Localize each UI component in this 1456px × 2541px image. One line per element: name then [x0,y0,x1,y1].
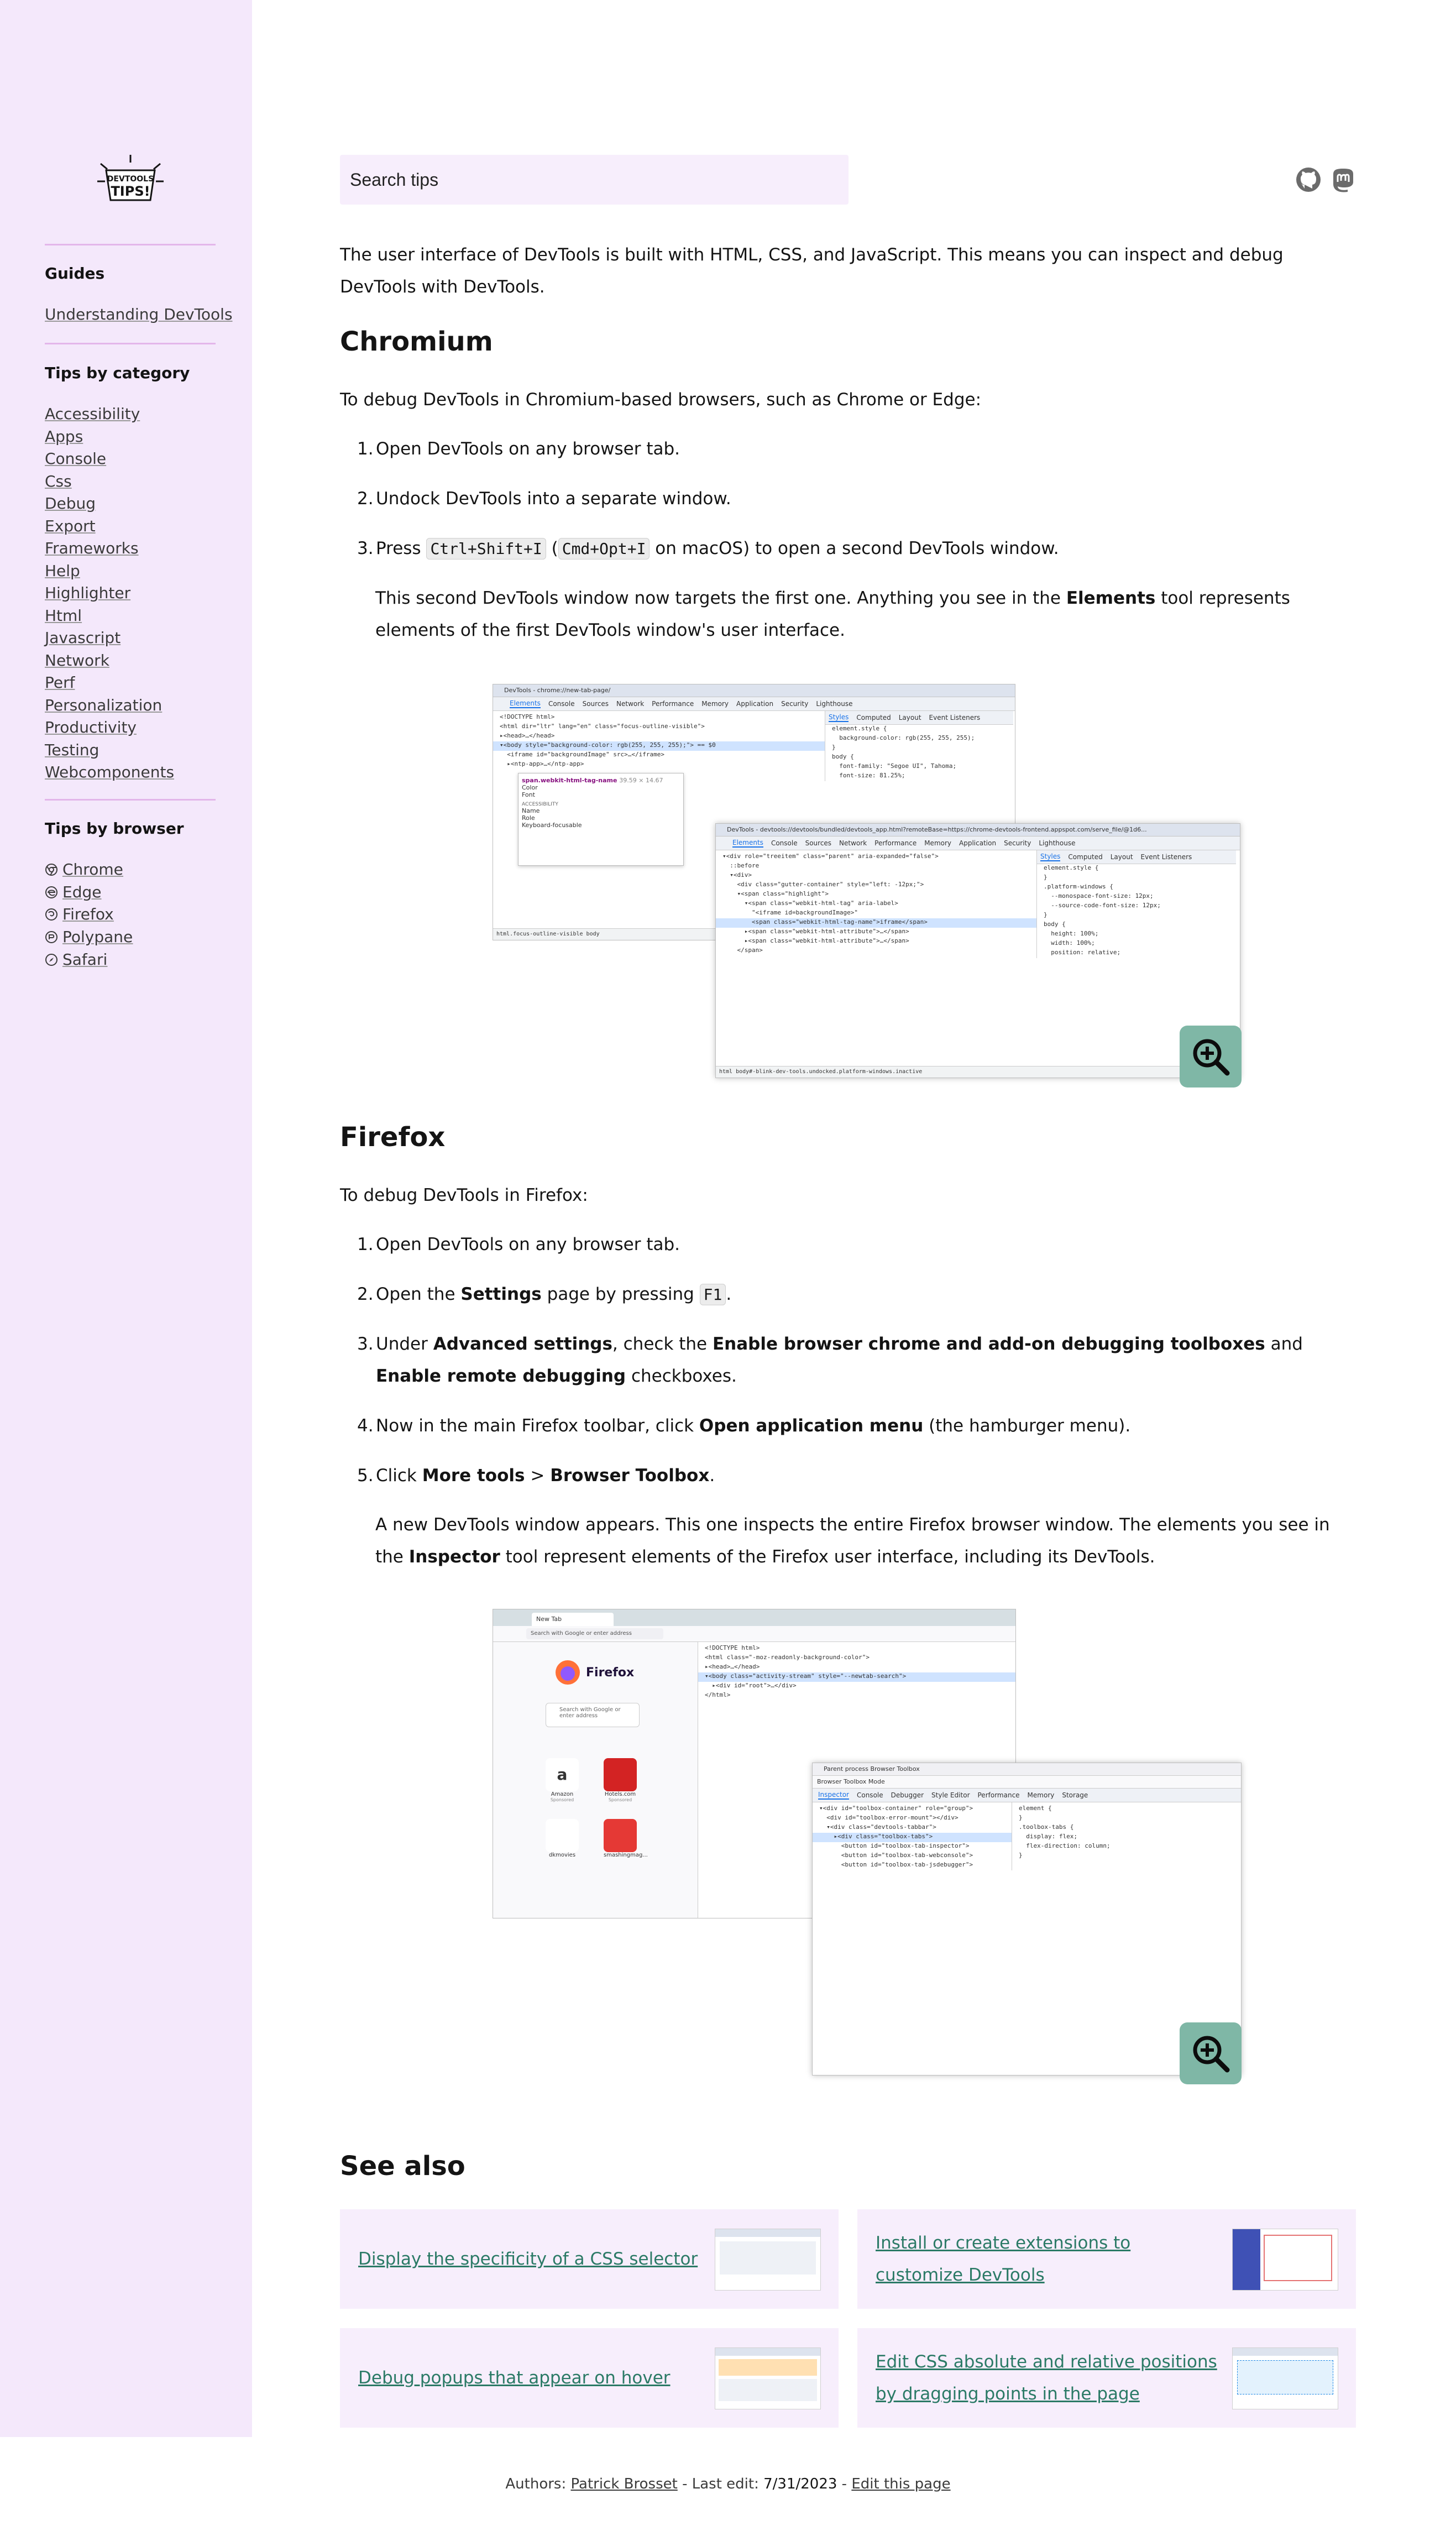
see-also-link[interactable]: Display the specificity of a CSS selector [358,2249,698,2269]
devtools-tab[interactable]: Application [959,839,997,847]
devtools-tab[interactable]: Elements [510,699,541,707]
sidebar-link-label: Safari [62,950,108,969]
svg-text:DEVTOOLS: DEVTOOLS [107,175,154,184]
see-also-link[interactable]: Debug popups that appear on hover [358,2368,671,2388]
sidebar-link-export[interactable]: Export [45,516,96,535]
sidebar-link-webcomponents[interactable]: Webcomponents [45,763,175,781]
firefox-browser-screenshot: New Tab Search with Google or enter address Firefox Search with Google or enter address a Amazon Sponsored Hotels.com Sponsored dkmovies smashingmag... <!DOCTYPE html> <html class="-moz-readonly-background-color"> ▸<head>…</head> ▾<body class="activity-stream" style="--newtab-search"> ▸<div id="root">…</div> </html> [493,1609,1016,1918]
firefox-browser-toolbox-screenshot: Parent process Browser Toolbox Browser Toolbox Mode Inspector Console Debugger Style Editor Performance Memory Storage ▾<div id="toolbox-container" role="group"> <div id="toolbox-error-mount"></div> ▾<div class="devtools-tabbar"> ▸<div class="toolbox-tabs"> <button id="toolbox-tab-inspector"> <button id="toolbox-tab-webconsole"> <button id="toolbox-tab-jsdebugger"> element { } .toolbox-tabs { display: flex; flex-direction: column; } [812,1763,1242,2075]
devtools-tab[interactable]: Performance [874,839,917,847]
sidebar-link-label: Polypane [62,928,133,946]
sidebar-link-polypane[interactable] [45,928,133,946]
category-heading: Tips by category [45,364,190,382]
sidebar-link-edge[interactable] [45,883,101,901]
see-also-link[interactable]: Install or create extensions to customize DevTools [876,2233,1131,2285]
edge-icon [45,886,58,899]
list-item: 5. Click More tools > Browser Toolbox. [357,1466,715,1486]
devtools-tab[interactable]: Layout [898,714,921,721]
list-item: 4. Now in the main Firefox toolbar, click Open application menu (the hamburger menu). [357,1416,1131,1436]
zoom-button[interactable] [1180,2022,1242,2084]
intro-paragraph: The user interface of DevTools is built with HTML, CSS, and JavaScript. This means you can inspect and debug DevTools with DevTools. [340,245,1284,297]
browser-tab: New Tab [532,1613,614,1626]
search-input[interactable] [340,155,849,205]
devtools-tab[interactable]: Console [856,1791,883,1799]
heading-see-also: See also [340,2151,465,2182]
sidebar-link-accessibility[interactable]: Accessibility [45,405,140,423]
card-thumbnail [715,2229,821,2291]
sidebar-link-label: Chrome [62,860,123,879]
devtools-tab[interactable]: Event Listeners [1140,853,1192,861]
devtools-tips-logo[interactable] [95,154,166,209]
guides-heading: Guides [45,264,105,283]
list-item: 1. Open DevTools on any browser tab. [357,439,680,459]
devtools-tab[interactable]: Memory [701,700,729,708]
toolbox-tabs [813,1789,1241,1802]
devtools-tabs [716,836,1240,850]
see-also-link[interactable]: Edit CSS absolute and relative positions by dragging points in the page [876,2352,1217,2404]
chrome-devtools-screenshot-1: DevTools - chrome://new-tab-page/ Elements Console Sources Network Performance Memory Application Security Lighthouse <!DOCTYPE html> <html dir="ltr" lang="en" class="focus-outline-visible"> ▸<head>…</head> ▾<body style="background-color: rgb(255, 255, 255);"> == $0 <iframe id="backgroundImage" src>…</iframe> ▸<ntp-app>…</ntp-app> Styles Computed Layout Event Listeners element.style { background-color: rgb(255, 255, 255); } body { font-family: "Segoe UI", Tahoma; font-size: 81.25%; span.webkit-html-tag-name 39.59 × 14.67 Color Font ACCESSIBILITY Name Role Keyboard-focusable html.focus-outline-visible body [493,684,1015,940]
sidebar-divider [45,799,216,801]
shortcut-key: Cmd+Opt+I [558,538,650,560]
sidebar-divider [45,343,216,344]
devtools-tab[interactable]: Network [839,839,867,847]
github-icon[interactable] [1295,166,1322,193]
sidebar-link-css[interactable]: Css [45,472,72,490]
author-link[interactable]: Patrick Brosset [570,2476,678,2492]
devtools-tab[interactable]: Memory [924,839,952,847]
shortcut-key: F1 [700,1284,726,1305]
sidebar-link-chrome[interactable] [45,860,123,879]
new-tab-search: Search with Google or enter address [546,1703,640,1727]
firefox-lead: To debug DevTools in Firefox: [340,1185,588,1205]
inspect-tooltip: span.webkit-html-tag-name 39.59 × 14.67 Color Font ACCESSIBILITY Name Role Keyboard-focusable [518,773,684,866]
sidebar-link-label: Firefox [62,905,114,923]
edit-page-link[interactable]: Edit this page [851,2476,951,2492]
chrome-icon [45,863,58,876]
devtools-tab[interactable]: Debugger [891,1791,924,1799]
sidebar-divider [45,244,216,245]
mastodon-icon[interactable] [1330,166,1357,193]
sidebar-link-javascript[interactable]: Javascript [45,629,121,647]
devtools-tab[interactable]: Styles [829,713,849,721]
zoom-in-icon [1188,2031,1233,2075]
page-footer: Authors: Patrick Brosset - Last edit: 7/31/2023 - Edit this page [505,2476,951,2492]
devtools-tab[interactable]: Memory [1027,1791,1055,1799]
devtools-tab[interactable]: Lighthouse [1039,839,1076,847]
list-item: 3. Press Ctrl+Shift+I ( Cmd+Opt+I on macOS) to open a second DevTools window. [357,538,1059,558]
heading-chromium: Chromium [340,326,493,357]
devtools-tab[interactable]: Security [781,700,809,708]
sidebar-link-apps[interactable]: Apps [45,427,83,446]
devtools-tab[interactable]: Console [771,839,798,847]
devtools-tab[interactable]: Event Listeners [929,714,981,721]
window-title: Parent process Browser Toolbox [813,1763,1241,1776]
sidebar-link-personalization[interactable]: Personalization [45,696,163,714]
url-bar: Search with Google or enter address [526,1628,663,1639]
devtools-tab[interactable]: Network [616,700,645,708]
card-thumbnail [715,2347,821,2409]
sidebar-link-firefox[interactable] [45,905,114,923]
devtools-tab[interactable]: Elements [732,839,763,846]
breadcrumb: html.focus-outline-visible body [493,928,1015,940]
devtools-tab[interactable]: Console [548,700,575,708]
chromium-lead: To debug DevTools in Chromium-based browsers, such as Chrome or Edge: [340,390,982,410]
devtools-tab[interactable]: Style Editor [931,1791,970,1799]
firefox-icon [45,908,58,921]
devtools-tabs [493,697,1015,711]
see-also-card[interactable] [340,2209,839,2309]
devtools-tab[interactable]: Security [1004,839,1031,847]
sidebar-link-label: Edge [62,883,102,901]
devtools-tab[interactable]: Performance [652,700,694,708]
window-title: DevTools - devtools://devtools/bundled/devtools_app.html?remoteBase=https://chrome-devtools-frontend.appspot.com/serve_file/@1d6... [716,824,1240,836]
sidebar-link-html[interactable]: Html [45,606,82,625]
heading-firefox: Firefox [340,1122,446,1153]
card-thumbnail [1232,2229,1338,2291]
devtools-tab[interactable]: Layout [1110,853,1133,861]
sidebar [0,0,252,2437]
sidebar-link-testing[interactable]: Testing [45,740,99,759]
devtools-tab[interactable]: Application [736,700,774,708]
last-edit-date: 7/31/2023 [763,2476,837,2492]
sidebar-link-help[interactable]: Help [45,561,80,580]
firefox-note: A new DevTools window appears. This one inspects the entire Firefox browser window. The elements you see in the Inspector tool represent elements of the Firefox user interface, including its DevTools. [375,1515,1330,1567]
chromium-note: This second DevTools window now targets the first one. Anything you see in the Elements tool represents elements of the first DevTools window's user interface. [375,588,1290,640]
devtools-tab[interactable]: Sources [805,839,832,847]
devtools-tab[interactable]: Performance [977,1791,1020,1799]
window-title: DevTools - chrome://new-tab-page/ [493,684,1015,697]
list-item: 3. Under Advanced settings, check the Enable browser chrome and add-on debugging toolboxes and Enable remote debugging checkboxes. [357,1334,1303,1386]
devtools-tab[interactable]: Sources [582,700,609,708]
devtools-tab[interactable]: Lighthouse [816,700,853,708]
list-item: 2. Open the Settings page by pressing F1 . [357,1284,732,1304]
safari-icon [45,953,58,966]
chrome-devtools-screenshot-2: DevTools - devtools://devtools/bundled/devtools_app.html?remoteBase=https://chrome-devtools-frontend.appspot.com/serve_file/@1d6... Elements Console Sources Network Performance Memory Application Security Lighthouse ▾<div role="treeitem" class="parent" aria-expanded="false"> ::before ▾<div> <div class="gutter-container" style="left: -12px;"> ▾<span class="highlight"> ▾<span class="webkit-html-tag" aria-label> "<iframe id=backgroundImage>" <span class="webkit-html-tag-name">iframe</span> ▸<span class="webkit-html-attribute">…</span> ▸<span class="webkit-html-attribute">…</span> </span> Styles Computed Layout Event Listeners element.style { } .platform-windows { --monospace-font-size: 12px; --source-code-font-size: 12px; } body { height: 100%; width: 100%; position: relative; html body#-blink-dev-tools.undocked.platform-windows.inactive [715,823,1240,1078]
shortcut-key: Ctrl+Shift+I [426,538,546,560]
devtools-tab[interactable]: Computed [1068,853,1103,861]
styles-tabs [1037,850,1236,864]
sidebar-link-highlighter[interactable]: Highlighter [45,584,131,602]
see-also-card[interactable] [340,2328,839,2428]
list-item: 2. Undock DevTools into a separate window. [357,489,731,509]
devtools-tab[interactable]: Inspector [818,1791,849,1798]
sidebar-link-understanding-devtools[interactable]: Understanding DevTools [45,305,233,323]
list-item: 1. Open DevTools on any browser tab. [357,1235,680,1254]
devtools-tab[interactable]: Styles [1040,853,1061,860]
see-also-card[interactable] [857,2209,1356,2309]
sidebar-link-debug[interactable]: Debug [45,494,96,513]
devtools-tab[interactable]: Storage [1062,1791,1088,1799]
browser-heading: Tips by browser [45,819,184,838]
see-also-card[interactable] [857,2328,1356,2428]
sidebar-link-network[interactable]: Network [45,651,109,670]
breadcrumb: html body#-blink-dev-tools.undocked.platform-windows.inactive [716,1066,1240,1078]
styles-tabs [825,711,1013,725]
sidebar-link-productivity[interactable]: Productivity [45,718,137,736]
devtools-tab[interactable]: Computed [856,714,891,721]
zoom-in-icon [1188,1034,1233,1079]
sidebar-link-console[interactable]: Console [45,449,107,468]
polypane-icon [45,930,58,944]
svg-text:TIPS!: TIPS! [111,184,150,199]
sidebar-link-perf[interactable]: Perf [45,673,75,692]
firefox-logo-icon [554,1659,582,1686]
sidebar-link-frameworks[interactable]: Frameworks [45,539,139,557]
sidebar-link-safari[interactable] [45,950,107,969]
card-thumbnail [1232,2347,1338,2409]
zoom-button[interactable] [1180,1026,1242,1087]
